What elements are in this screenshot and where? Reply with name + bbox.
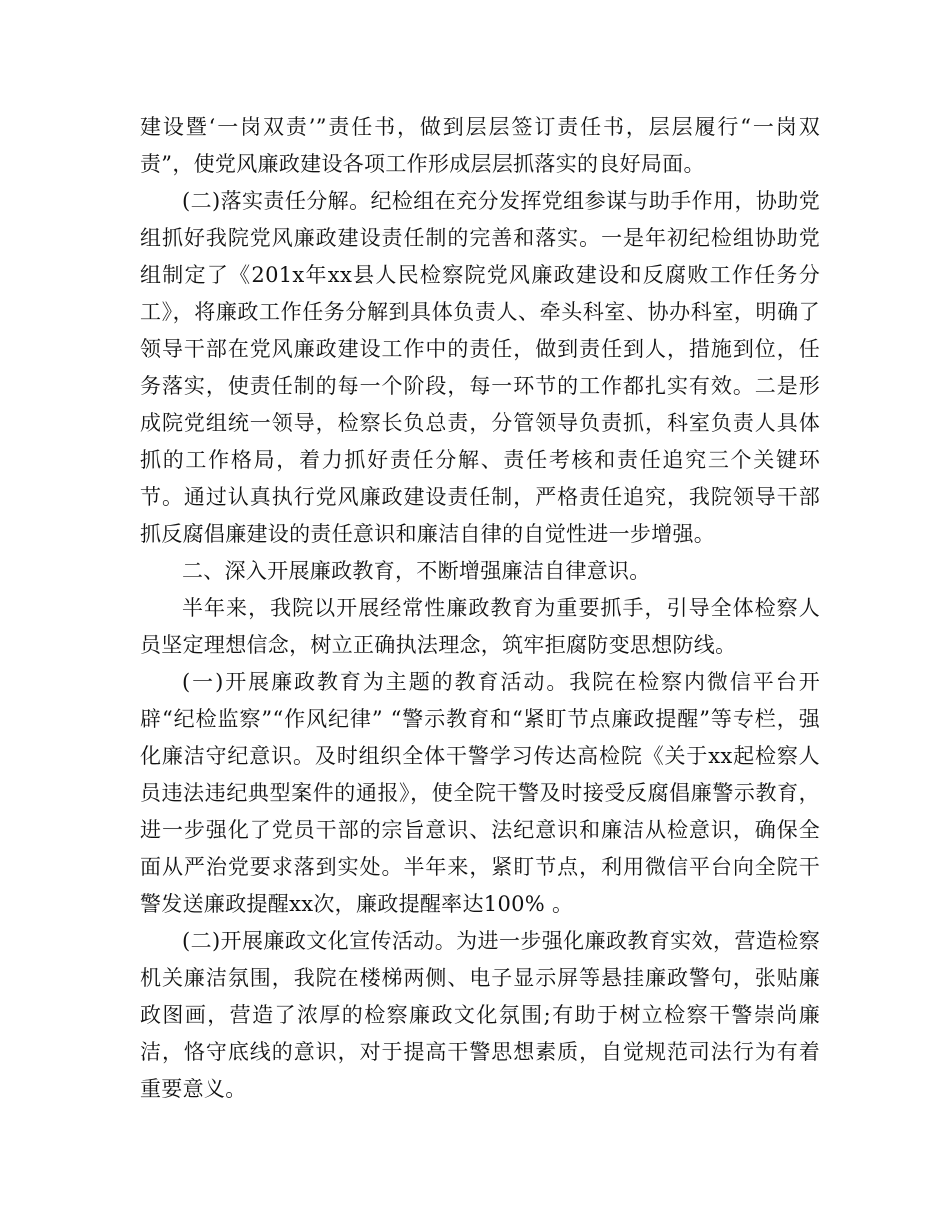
paragraph-responsibility-breakdown: (二)落实责任分解。纪检组在充分发挥党组参谋与助手作用，协助党组抓好我院党风廉政建设责任制的完善和落实。一是年初纪检组协助党组制定了《201x年xx县人民检察院党风廉政建设和反腐败工作任务分工》，将廉政工作任务分解到具体负责人、牵头科室、协办科室，明确了领导干部在党风廉政建设工作中的责任，做到责任到人，措施到位，任务落实，使责任制的每一个阶段，每一环节的工作都扎实有效。二是形成院党组统一领导，检察长负总责，分管领导负责抓，科室负责人具体抓的工作格局，着力抓好责任分解、责任考核和责任追究三个关键环节。通过认真执行党风廉政建设责任制，严格责任追究，我院领导干部抓反腐倡廉建设的责任意识和廉洁自律的自觉性进一步增强。: [140, 189, 820, 546]
paragraph-continuation: 建设暨‘一岗双责’”责任书，做到层层签订责任书，层层履行“一岗双责”，使党风廉政建设各项工作形成层层抓落实的良好局面。: [140, 115, 820, 176]
paragraph-education-activities: (一)开展廉政教育为主题的教育活动。我院在检察内微信平台开辟“纪检监察”“作风纪律” “警示教育和“紧盯节点廉政提醒”等专栏，强化廉洁守纪意识。及时组织全体干警学习传达高检院《关于xx起检察人员违法违纪典型案件的通报》，使全院干警及时接受反腐倡廉警示教育，进一步强化了党员干部的宗旨意识、法纪意识和廉洁从检意识，确保全面从严治党要求落到实处。半年来，紧盯节点，利用微信平台向全院干警发送廉政提醒xx次，廉政提醒率达100% 。: [140, 670, 820, 916]
section-heading-education: 二、深入开展廉政教育，不断增强廉洁自律意识。: [182, 559, 651, 583]
paragraph-culture-promotion: (二)开展廉政文化宣传活动。为进一步强化廉政教育实效，营造检察机关廉洁氛围，我院在楼梯两侧、电子显示屏等悬挂廉政警句，张贴廉政图画，营造了浓厚的检察廉政文化氛围;有助于树立检察干警崇尚廉洁，恪守底线的意识，对于提高干警思想素质，自觉规范司法行为有着重要意义。: [140, 929, 820, 1101]
paragraph-education-intro: 半年来，我院以开展经常性廉政教育为重要抓手，引导全体检察人员坚定理想信念，树立正确执法理念，筑牢拒腐防变思想防线。: [140, 596, 820, 657]
document-body: [140, 109, 820, 1108]
